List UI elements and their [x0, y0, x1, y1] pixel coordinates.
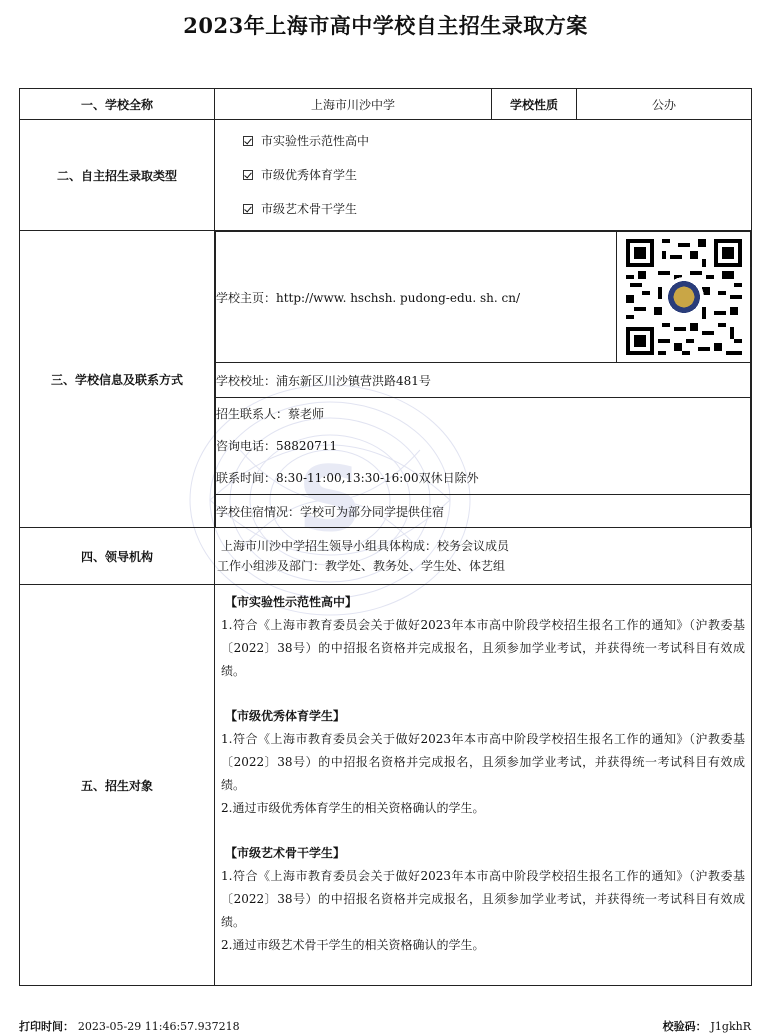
- leadership-row: [20, 528, 752, 585]
- admission-types-label: 二、自主招生录取类型: [20, 120, 215, 231]
- boarding-info: 学校住宿情况：学校可为部分同学提供住宿: [216, 495, 751, 528]
- section-paragraph: 1.符合《上海市教育委员会关于做好2023年本市高中阶段学校招生报名工作的通知》（沪教委基〔2022〕38号）的中招报名资格并完成报名，且须参加学业考试，并获得统一考试科目有效成绩。: [221, 732, 745, 792]
- contact-hours: 联系时间：8:30-11:00,13:30-16:00双休日除外: [216, 471, 479, 485]
- school-info-label: 三、学校信息及联系方式: [20, 231, 215, 528]
- checked-box-icon: [243, 204, 253, 214]
- school-name-value: 上海市川沙中学: [215, 89, 492, 120]
- section-heading: 【市实验性示范性高中】: [225, 595, 358, 609]
- school-info-inner: [215, 231, 751, 527]
- section-heading: 【市级优秀体育学生】: [225, 709, 346, 723]
- check-code-value: J1gkhR: [710, 1020, 751, 1033]
- enrollment-target-label: 五、招生对象: [20, 585, 215, 986]
- leadership-cell: [215, 528, 752, 585]
- school-address: 学校校址：浦东新区川沙镇营洪路481号: [216, 363, 751, 398]
- page-title: 2023年上海市高中学校自主招生录取方案: [183, 13, 588, 38]
- admission-types-row: [20, 120, 752, 231]
- type-item-label: 市级优秀体育学生: [261, 168, 358, 182]
- enrollment-target-row: [20, 585, 752, 986]
- checked-box-icon: [243, 170, 253, 180]
- qr-code-cell: [617, 232, 751, 363]
- school-name-label: 一、学校全称: [20, 89, 215, 120]
- contact-block: [216, 398, 751, 495]
- check-code: [663, 1018, 751, 1034]
- print-time-label: 打印时间：: [19, 1020, 74, 1033]
- type-item-label: 市实验性示范性高中: [261, 134, 370, 148]
- contact-phone: 咨询电话：58820711: [216, 439, 338, 453]
- section-paragraph: 1.符合《上海市教育委员会关于做好2023年本市高中阶段学校招生报名工作的通知》（沪教委基〔2022〕38号）的中招报名资格并完成报名，且须参加学业考试，并获得统一考试科目有效成绩。: [221, 618, 745, 678]
- school-info-cell: [215, 231, 752, 528]
- admission-form-table: [19, 88, 752, 986]
- leadership-label: 四、领导机构: [20, 528, 215, 585]
- section-heading: 【市级艺术骨干学生】: [225, 846, 346, 860]
- enrollment-target-cell: [215, 585, 752, 986]
- type-item-label: 市级艺术骨干学生: [261, 202, 358, 216]
- qr-code-icon: [626, 239, 742, 355]
- school-homepage[interactable]: 学校主页：http://www. hschsh. pudong-edu. sh. cn/: [216, 232, 617, 363]
- contact-person: 招生联系人：蔡老师: [216, 407, 325, 421]
- school-name-row: [20, 89, 752, 120]
- svg-text:S: S: [297, 447, 363, 552]
- section-paragraph: 1.符合《上海市教育委员会关于做好2023年本市高中阶段学校招生报名工作的通知》（沪教委基〔2022〕38号）的中招报名资格并完成报名，且须参加学业考试，并获得统一考试科目有效成绩。: [221, 869, 745, 929]
- print-time-value: 2023-05-29 11:46:57.937218: [77, 1020, 240, 1033]
- section-paragraph: 2.通过市级艺术骨干学生的相关资格确认的学生。: [221, 938, 485, 952]
- admission-types-list: [215, 120, 752, 231]
- section-paragraph: 2.通过市级优秀体育学生的相关资格确认的学生。: [221, 801, 485, 815]
- school-nature-label: 学校性质: [492, 89, 577, 120]
- school-info-row: [20, 231, 752, 528]
- check-code-label: 校验码：: [662, 1020, 707, 1033]
- leadership-line: 上海市川沙中学招生领导小组具体构成：校务会议成员: [221, 539, 510, 553]
- school-nature-value: 公办: [577, 89, 752, 120]
- checked-box-icon: [243, 136, 253, 146]
- print-time: [19, 1018, 240, 1034]
- type-item: [243, 158, 751, 192]
- type-item: [243, 192, 751, 226]
- type-item: [243, 124, 751, 158]
- leadership-line: 工作小组涉及部门：教学处、教务处、学生处、体艺组: [217, 559, 506, 573]
